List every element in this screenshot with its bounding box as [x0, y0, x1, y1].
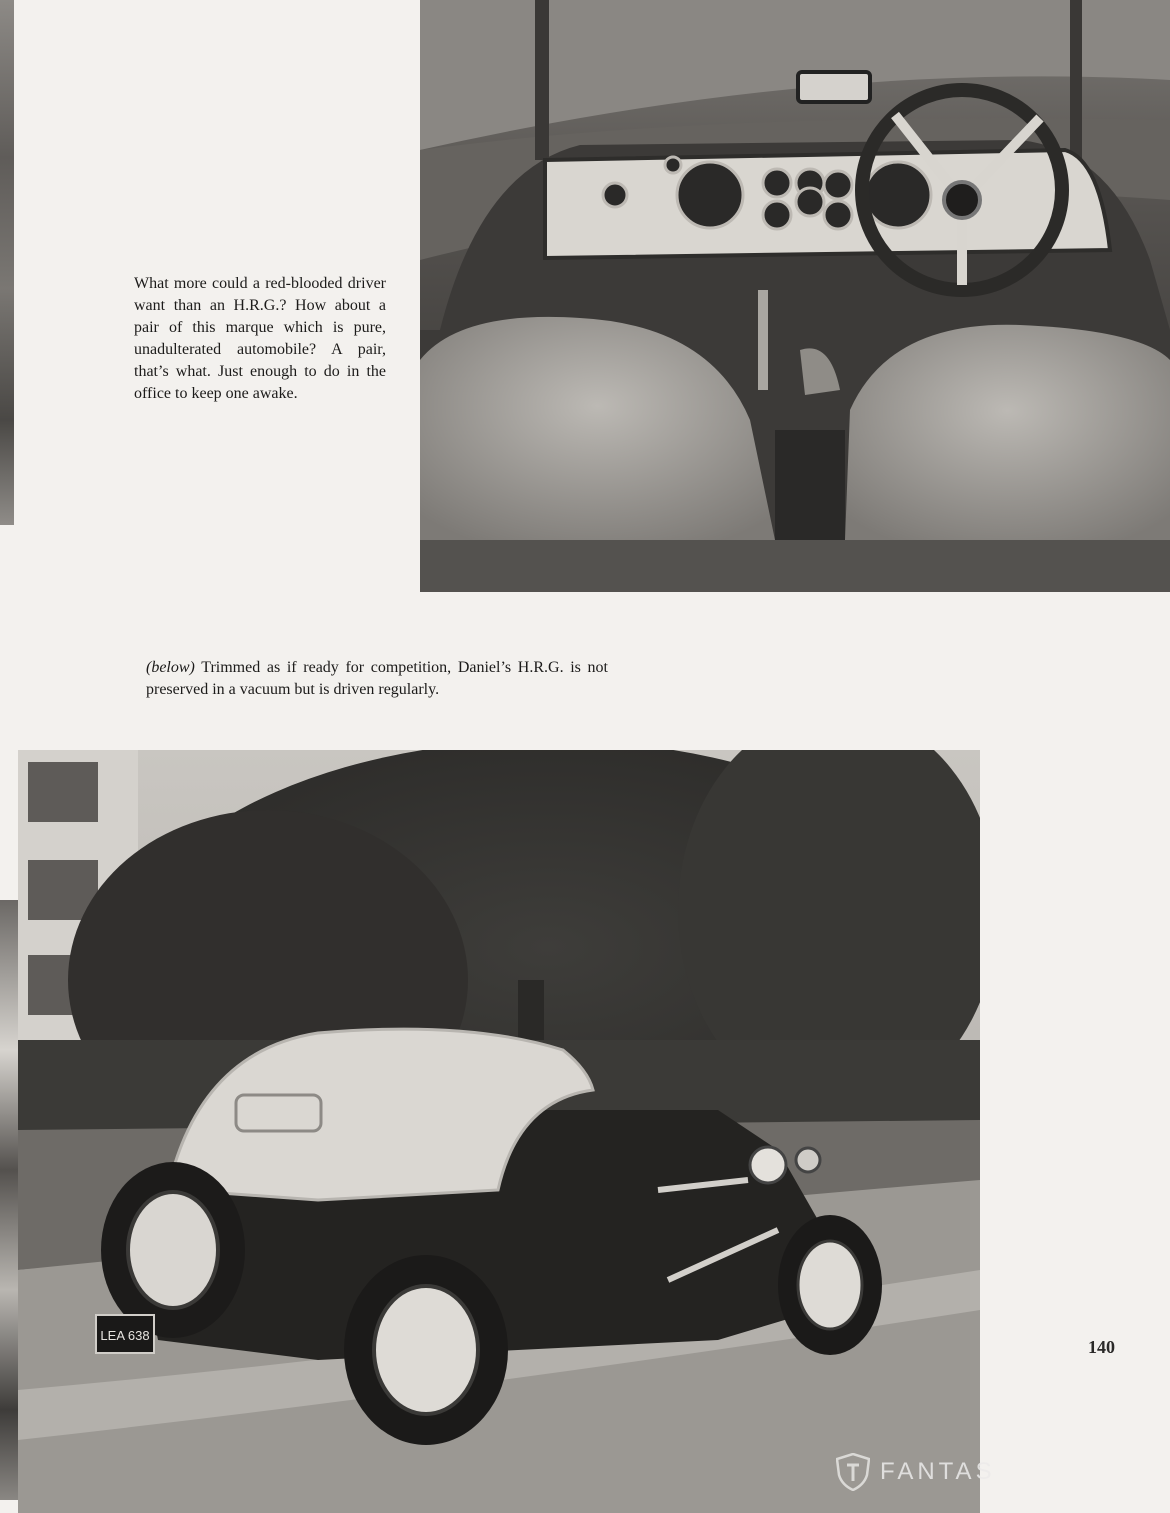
car-caption-lead: (below): [146, 659, 195, 676]
adjacent-page-edge-top: [0, 0, 14, 525]
licence-plate: LEA 638: [100, 1328, 150, 1343]
cockpit-photo: [420, 0, 1170, 592]
car-caption-text: Trimmed as if ready for competition, Daniel’s H.R.G. is not preserved in a vacuum but is driven regularly.: [146, 659, 608, 698]
cockpit-caption-text: What more could a red-blooded driver want than an H.R.G.? How about a pair of this marque which is pure, unadulterated automobile? A pair, that’s what. Just enough to do in the office to keep one awake.: [134, 275, 386, 402]
adjacent-page-edge-bottom: [0, 900, 18, 1500]
watermark: [836, 1452, 996, 1492]
page-number: 140: [1088, 1337, 1115, 1357]
watermark-text: FANTAS: [880, 1458, 996, 1485]
cockpit-caption: [134, 273, 386, 405]
roadster-photo: [18, 750, 980, 1513]
shield-crest-icon: [836, 1453, 870, 1491]
car-caption: [146, 657, 608, 701]
